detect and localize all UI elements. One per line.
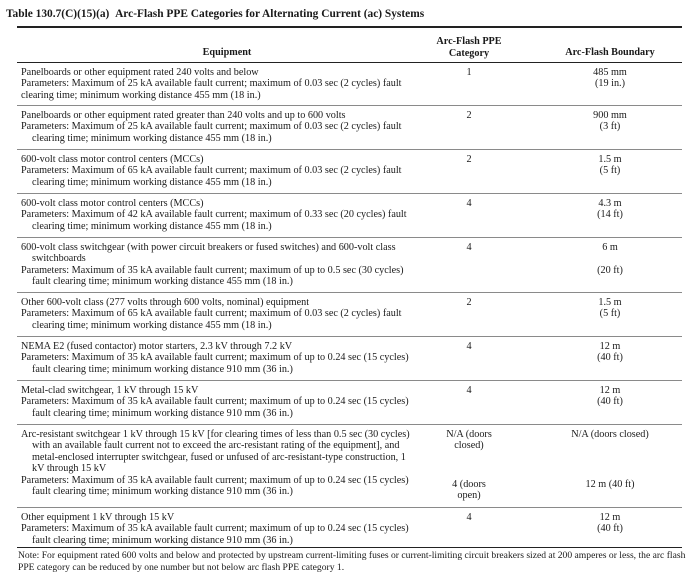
boundary-metric: 1.5 m <box>598 297 622 308</box>
row-divider <box>17 336 682 337</box>
equipment-parameters: Parameters: Maximum of 35 kA available fault current; maximum of up to 0.24 sec (15 cycles) fault clearing time; minimum working distance 910 mm (36 in.) <box>21 396 409 419</box>
row-divider <box>17 149 682 150</box>
arc-flash-boundary <box>538 341 682 364</box>
ppe-category: 2 <box>466 154 472 165</box>
boundary-imperial: (40 ft) <box>597 352 623 364</box>
table-row-equipment <box>21 341 416 375</box>
row-divider <box>17 193 682 194</box>
equipment-description: Metal-clad switchgear, 1 kV through 15 kV <box>21 385 199 396</box>
boundary-metric: 900 mm <box>593 110 627 121</box>
ppe-category: 4 <box>466 385 472 396</box>
top-rule <box>17 26 682 28</box>
arc-flash-boundary <box>538 198 682 221</box>
table-row-equipment <box>21 297 416 331</box>
equipment-parameters: Parameters: Maximum of 35 kA available fault current; maximum of up to 0.24 sec (15 cycles) fault clearing time; minimum working distance 910 mm (36 in.) <box>21 352 409 375</box>
row-divider <box>17 380 682 381</box>
equipment-parameters: Parameters: Maximum of 25 kA available fault current; maximum of 0.03 sec (2 cycles) fault clearing time; minimum working distance 455 mm (18 in.) <box>21 78 402 101</box>
boundary-imperial: (40 ft) <box>597 523 623 535</box>
table-number: Table 130.7(C)(15)(a) <box>6 8 110 20</box>
equipment-description: Panelboards or other equipment rated greater than 240 volts and up to 600 volts <box>21 110 346 121</box>
arc-flash-boundary <box>538 297 682 320</box>
column-header-category-line1: Arc-Flash PPE <box>436 36 502 47</box>
equipment-parameters: Parameters: Maximum of 65 kA available fault current; maximum of 0.03 sec (2 cycles) fault clearing time; minimum working distance 455 mm (18 in.) <box>21 308 402 331</box>
ppe-category: 2 <box>466 297 472 308</box>
equipment-description: Panelboards or other equipment rated 240 volts and below <box>21 67 259 78</box>
equipment-description: Other 600-volt class (277 volts through 600 volts, nominal) equipment <box>21 297 310 308</box>
equipment-description: Other equipment 1 kV through 15 kV <box>21 512 175 523</box>
ppe-category: 4 <box>466 242 472 253</box>
boundary-imperial: (19 in.) <box>595 78 625 90</box>
boundary-imperial: (5 ft) <box>599 308 621 320</box>
equipment-parameters: Parameters: Maximum of 25 kA available fault current; maximum of 0.03 sec (2 cycles) fault clearing time; minimum working distance 455 mm (18 in.) <box>21 121 402 144</box>
arc-flash-boundary <box>538 110 682 133</box>
equipment-description: NEMA E2 (fused contactor) motor starters, 2.3 kV through 7.2 kV <box>21 341 293 352</box>
equipment-description: 600-volt class motor control centers (MCCs) <box>21 154 204 165</box>
boundary-metric: 485 mm <box>593 67 627 78</box>
row-divider <box>17 507 682 508</box>
table-row-equipment <box>21 512 416 546</box>
ppe-category-doors-closed: N/A (doors closed) <box>446 429 492 452</box>
boundary-metric: 12 m <box>599 341 621 352</box>
boundary-imperial: (14 ft) <box>597 209 623 221</box>
boundary-metric: 12 m <box>599 385 621 396</box>
table-row-equipment <box>21 385 416 419</box>
table-row-equipment <box>21 198 416 232</box>
table-row-equipment-arc-resistant <box>21 429 416 497</box>
column-header-boundary: Arc-Flash Boundary <box>565 47 655 58</box>
equipment-description: 600-volt class motor control centers (MCCs) <box>21 198 204 209</box>
row-divider <box>17 237 682 238</box>
header-rule <box>17 62 682 63</box>
table-row-equipment <box>21 67 416 101</box>
arc-flash-boundary <box>538 67 682 90</box>
arc-flash-boundary-doors-closed: N/A (doors closed) <box>571 429 649 440</box>
equipment-parameters: Parameters: Maximum of 35 kA available fault current; maximum of up to 0.24 sec (15 cycles) fault clearing time; minimum working distance 910 mm (36 in.) <box>21 523 409 546</box>
boundary-metric: 6 m <box>602 242 618 253</box>
column-header-category <box>425 36 513 59</box>
ppe-category: 2 <box>466 110 472 121</box>
row-divider <box>17 105 682 106</box>
boundary-metric: 4.3 m <box>598 198 622 209</box>
equipment-description: 600-volt class switchgear (with power circuit breakers or fused switches) and 600-volt class switchboards <box>21 242 396 265</box>
column-header-category-line2: Category <box>448 47 490 59</box>
equipment-parameters: Parameters: Maximum of 35 kA available fault current; maximum of up to 0.5 sec (30 cycles) fault clearing time; minimum working distance 455 mm (18 in.) <box>21 264 404 288</box>
boundary-imperial: (20 ft) <box>597 264 623 276</box>
boundary-metric: 12 m <box>599 512 621 523</box>
table-note: Note: For equipment rated 600 volts and below and protected by upstream current-limiting fuses or current-limiting circuit breakers sized at 200 amperes or less, the arc flash PPE category can be reduced by one number but not below arc flash PPE category 1. <box>18 550 686 573</box>
ppe-category-doors-open: 4 (doors open) <box>452 479 486 502</box>
arc-flash-boundary-doors-open: 12 m (40 ft) <box>585 479 635 490</box>
table-title <box>6 8 424 20</box>
arc-flash-boundary <box>538 242 682 276</box>
equipment-parameters: Parameters: Maximum of 65 kA available fault current; maximum of 0.03 sec (2 cycles) fault clearing time; minimum working distance 455 mm (18 in.) <box>21 165 402 188</box>
table-row-equipment <box>21 154 416 188</box>
bottom-rule <box>17 547 682 548</box>
equipment-description: Arc-resistant switchgear 1 kV through 15 kV [for clearing times of less than 0.5 sec (30 cycles) with an available fault current not to exceed the arc-resistant rating of the equipment], and metal-enclosed interrupter switchgear, fused or unfused of arc-resistant-type construction, 1 kV through 15 kV <box>21 429 410 475</box>
ppe-category: 1 <box>466 67 472 78</box>
column-header-equipment: Equipment <box>202 47 252 58</box>
arc-flash-boundary <box>538 385 682 408</box>
arc-flash-boundary <box>538 512 682 535</box>
table-row-equipment <box>21 242 416 288</box>
table-title-text: Arc-Flash PPE Categories for Alternating Current (ac) Systems <box>115 8 425 20</box>
row-divider <box>17 292 682 293</box>
table-row-equipment <box>21 110 416 144</box>
ppe-category: 4 <box>466 341 472 352</box>
ppe-category: 4 <box>466 512 472 523</box>
boundary-metric: 1.5 m <box>598 154 622 165</box>
equipment-parameters: Parameters: Maximum of 35 kA available fault current; maximum of up to 0.24 sec (15 cycles) fault clearing time; minimum working distance 910 mm (36 in.) <box>21 474 409 498</box>
ppe-category: 4 <box>466 198 472 209</box>
boundary-imperial: (3 ft) <box>599 121 621 133</box>
arc-flash-boundary <box>538 154 682 177</box>
boundary-imperial: (40 ft) <box>597 396 623 408</box>
equipment-parameters: Parameters: Maximum of 42 kA available fault current; maximum of 0.33 sec (20 cycles) fault clearing time; minimum working distance 455 mm (18 in.) <box>21 209 407 232</box>
row-divider <box>17 424 682 425</box>
boundary-imperial: (5 ft) <box>599 165 621 177</box>
